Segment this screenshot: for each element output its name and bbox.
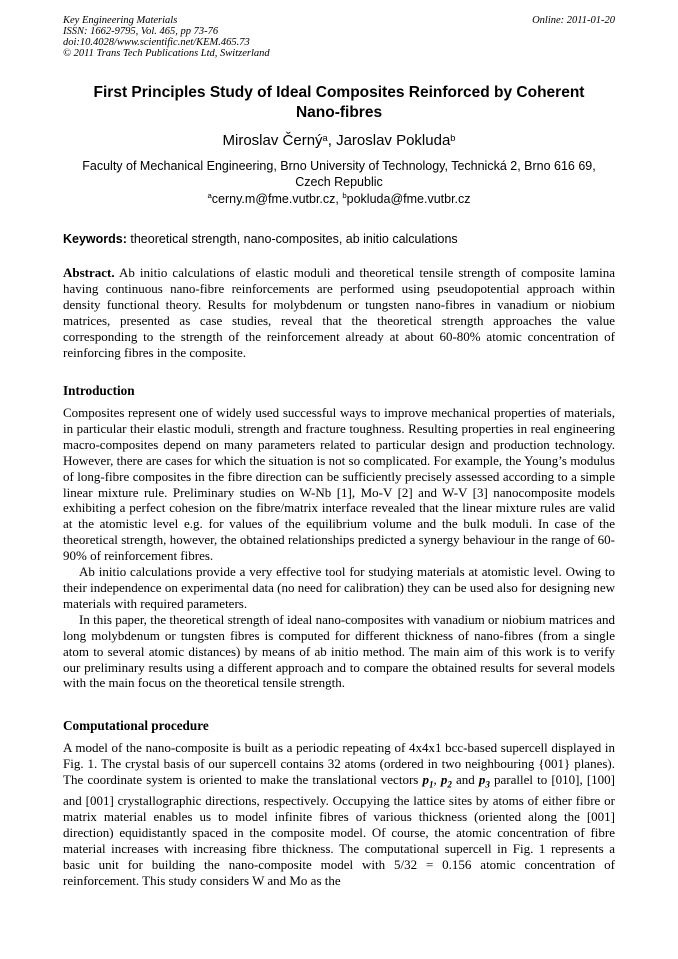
- abstract-paragraph: [63, 265, 615, 360]
- comp-comma: ,: [433, 771, 437, 787]
- computational-heading: Computational procedure: [63, 718, 209, 733]
- vector-p3: $p_3$: [478, 771, 490, 790]
- comp-text-2: parallel to [010], [100] and [001] crystallographic directions, respectively. Occupying the lattice sites by atoms of either fibre or matrix material enables us to model infinite fibres of various thickness (oriented along the [001] direction) equidistantly spaced in the composite model. Of course, the atomic concentration of fibre material increases with increasing fibre thickness. The computational supercell in Fig. 1 represents a basic unit for building the nano-composite model with 5/32 = 0.156 atomic concentration of reinforcement. This study considers W and Mo as the: [63, 771, 615, 888]
- copyright-line: © 2011 Trans Tech Publications Ltd, Switzerland: [63, 48, 270, 59]
- vector-p2: $p_2$: [440, 771, 452, 790]
- computational-section: [63, 740, 615, 889]
- issn-line: ISSN: 1662-9795, Vol. 465, pp 73-76: [63, 26, 219, 37]
- intro-paragraph-3: In this paper, the theoretical strength of ideal nano-composites with vanadium or niobium matrices and long molybdenum or tungsten fibres is computed for different thickness of nano-fibres (from a single atom to several atomic distances) by means of ab initio method. The main aim of this work is to verify our preliminary results using a different approach and to compare the obtained results for several models with the main focus on the theoretical tensile strength.: [63, 611, 615, 691]
- intro-paragraph-1: Composites represent one of widely used successful ways to improve mechanical properties of materials, in particular their elastic moduli, strength and fracture toughness. Resulting properties in real engineering macro-composites depend on many parameters related to particular design and production technology. However, there are cases for which the situation is not so complicated. For example, the Young’s modulus of long-fibre composites in the fibre direction can be sufficiently precisely assessed according to a simple linear mixture rule. Preliminary studies on W-Nb [1], Mo-V [2] and W-V [3] nanocomposite models exhibiting a perfect cohesion on the fibre/matrix interface revealed that the linear mixture rules are valid at the atomistic level e.g. for values of the equilibrium volume and the bulk moduli. In case of the theoretical strength, however, the obtained relationships predicted a synergy behaviour in the range of 60-90% of reinforcement fibres.: [63, 405, 615, 564]
- journal-name: Key Engineering Materials: [63, 15, 178, 26]
- introduction-section: [63, 405, 615, 691]
- email-1: cerny.m@fme.vutbr.cz,: [211, 192, 343, 206]
- email-line: [63, 191, 615, 207]
- journal-header: [63, 15, 270, 59]
- computational-paragraph-1: [63, 740, 615, 889]
- keywords: [63, 231, 458, 247]
- email-1-sup: a: [207, 191, 212, 200]
- online-date: Online: 2011-01-20: [532, 15, 615, 26]
- vector-p1: $p_1$: [422, 771, 434, 790]
- title-line-2: Nano-fibres: [295, 104, 383, 121]
- author-separator: ,: [327, 132, 337, 149]
- email-2: pokluda@fme.vutbr.cz: [346, 192, 471, 206]
- author-1: Miroslav Černý: [222, 132, 323, 149]
- comp-text-1: A model of the nano-composite is built as a periodic repeating of 4x4x1 bcc-based supercell displayed in Fig. 1. The crystal basis of our supercell contains 32 atoms (ordered in two neighbouring {001} planes). The coordinate system is oriented to make the translational vectors: [63, 740, 615, 787]
- affiliation: [63, 158, 615, 190]
- abstract-label: Abstract.: [63, 265, 115, 280]
- affiliation-line-1: Faculty of Mechanical Engineering, Brno University of Technology, Technická 2, Brno 616 69,: [82, 159, 596, 173]
- doi-line: doi:10.4028/www.scientific.net/KEM.465.73: [63, 37, 250, 48]
- title-line-1: First Principles Study of Ideal Composites Reinforced by Coherent: [93, 84, 585, 101]
- author-2: Jaroslav Pokluda: [336, 132, 451, 149]
- author-1-sup: a: [322, 133, 328, 143]
- email-2-sup: b: [342, 191, 347, 200]
- intro-paragraph-2: Ab initio calculations provide a very effective tool for studying materials at atomistic level. Owing to their independence on experimental data (no need for calibration) they can be used also for designing new materials with required parameters.: [63, 564, 615, 611]
- author-list: [63, 132, 615, 150]
- affiliation-line-2: Czech Republic: [295, 175, 383, 189]
- comp-and: and: [451, 771, 479, 787]
- author-2-sup: b: [450, 133, 456, 143]
- keywords-text: theoretical strength, nano-composites, ab initio calculations: [126, 232, 458, 246]
- abstract-text: Ab initio calculations of elastic moduli and theoretical tensile strength of composite lamina having continuous nano-fibre reinforcements are performed using pseudopotential approach within density functional theory. Results for molybdenum or tungsten nano-fibres in vanadium or niobium matrices, presented as case studies, reveal that the theoretical strength approaches the value corresponding to the strength of the reinforcement already at about 60-80% atomic concentration of reinforcing fibres in the composite.: [63, 265, 615, 360]
- keywords-label: Keywords:: [63, 232, 127, 246]
- introduction-heading: Introduction: [63, 383, 135, 398]
- abstract: [63, 265, 615, 360]
- paper-title: [63, 83, 615, 123]
